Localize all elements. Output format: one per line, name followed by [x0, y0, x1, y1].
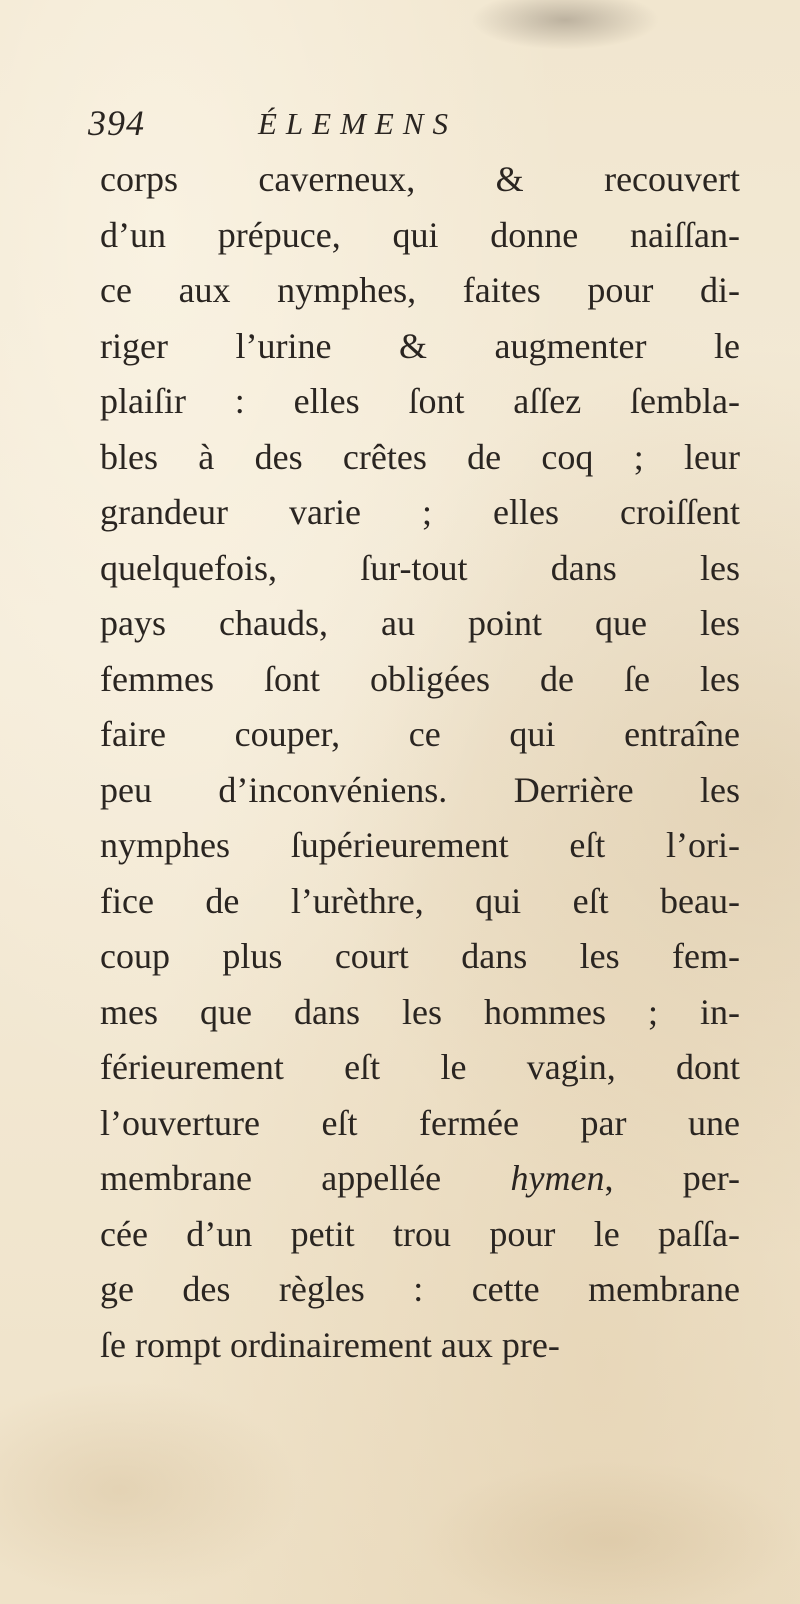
text-line — [100, 1151, 740, 1207]
body-text — [100, 152, 740, 1373]
text-line: femmes ſont obligées de ſe les — [100, 658, 740, 699]
paper-stain — [0, 1380, 300, 1600]
text-segment: , per- — [604, 1158, 740, 1198]
text-line: grandeur varie ; elles croiſſent — [100, 492, 740, 532]
page-header — [88, 102, 728, 146]
text-line: l’ouverture eſt fermée par une — [100, 1102, 740, 1143]
text-line: faire couper, ce qui entraîne — [100, 714, 740, 754]
italic-term-hymen: hymen — [510, 1158, 605, 1198]
text-line: coup plus court dans les fem- — [100, 936, 740, 976]
text-line: ge des règles : cette membrane — [100, 1269, 740, 1309]
text-line: quelquefois, ſur-tout dans les — [100, 547, 740, 588]
text-line: cée d’un petit trou pour le paſſa- — [100, 1213, 740, 1254]
text-line: ſe rompt ordinairement aux pre- — [100, 1324, 560, 1365]
running-title: ÉLEMENS — [258, 106, 458, 141]
text-line: férieurement eſt le vagin, dont — [100, 1047, 740, 1087]
text-line: d’un prépuce, qui donne naiſſan- — [100, 214, 740, 255]
paper-stain — [420, 1460, 800, 1604]
text-line: fice de l’urèthre, qui eſt beau- — [100, 880, 740, 921]
text-line: nymphes ſupérieurement eſt l’ori- — [100, 825, 740, 865]
text-line: riger l’urine & augmenter le — [100, 325, 740, 366]
text-segment: membrane appellée — [100, 1158, 511, 1198]
text-line: bles à des crêtes de coq ; leur — [100, 436, 740, 477]
text-line: plaiſir : elles ſont aſſez ſembla- — [100, 381, 740, 421]
paper-stain — [470, 0, 660, 50]
text-line: corps caverneux, & recouvert — [100, 159, 740, 199]
page-number: 394 — [88, 103, 145, 143]
text-line: mes que dans les hommes ; in- — [100, 991, 740, 1032]
text-line: pays chauds, au point que les — [100, 603, 740, 643]
text-line: ce aux nymphes, faites pour di- — [100, 270, 740, 310]
text-line: peu d’inconvéniens. Derrière les — [100, 769, 740, 810]
